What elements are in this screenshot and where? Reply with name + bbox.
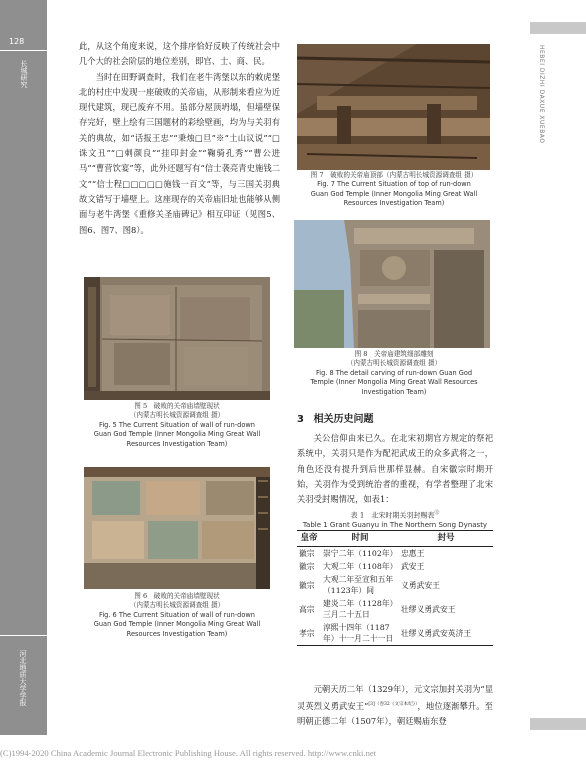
- figure-8-caption: [294, 350, 494, 397]
- mural-wall-image: [84, 277, 270, 400]
- paragraph: 此，从这个角度来说，这个排序恰好反映了传统社会中几个大的社会阶层的地位差别，即官、士、商、民。: [79, 41, 280, 67]
- figure-8-photo: [294, 220, 490, 348]
- table-cell: 义勇武安王: [401, 580, 440, 590]
- university-journal-label: 河北地质大学学报: [19, 650, 27, 706]
- right-footer-band: [530, 718, 586, 730]
- paragraph: 元朝天历二年（1329年），元文宗加封关羽为“显灵英烈义勇武安王”$^{[3](卷32《文宗本纪》)}$，地位逐渐攀升。至明朝正德二年（1507年），朝廷赐庙东登: [297, 684, 493, 727]
- caption-en: Resources Investigation Team): [126, 629, 228, 638]
- column-header: 时间: [351, 533, 369, 543]
- column-header: 皇帝: [300, 533, 318, 543]
- table-row: [297, 621, 493, 646]
- table-row: [297, 597, 493, 621]
- sidebar-divider: [0, 50, 47, 51]
- journal-sidebar: [0, 0, 47, 735]
- column-header: 封号: [437, 533, 455, 543]
- table-cell: 壮缪义勇武安王: [401, 604, 456, 614]
- left-column-text: [79, 39, 280, 238]
- caption-source: （内蒙古明长城资源调查组 摄）: [346, 359, 442, 368]
- figure-5-caption: [79, 402, 275, 449]
- caption-en: Guan God Temple (Inner Mongolia Ming Great Wall: [93, 620, 261, 629]
- running-title: HEBEI DIZHI DAXUE XUEBAO: [538, 45, 545, 144]
- figure-7-caption: [294, 171, 494, 209]
- table-row: [297, 560, 493, 573]
- caption-zh: 图 7 破败的关帝庙顶部（内蒙古明长城资源调查组 摄）: [310, 171, 478, 179]
- caption-en: Resources Investigation Team): [343, 199, 445, 208]
- table-cell: 建炎二年（1128年）三月二十五日: [323, 599, 394, 619]
- table-cell: 忠惠王: [401, 549, 425, 558]
- section-title: 相关历史问题: [313, 414, 374, 425]
- paragraph: 当时在田野调查时，我们在老牛湾堡以东的敕虎堡北的村庄中发现一座破败的关帝庙，从形制来看应为近现代建筑，现已废弃不用。虽部分屋顶坍塌，但墙壁保存完好，壁上绘有三国题材的彩绘壁画，均为与关羽有关的典故，如“话报王忠”“秉烛□旦”※“土山议说”“□诛文丑”“□刺颜良”“挂印封金”“鞠骑孔秀”“曹公进马”“曹营饮宴”等，此外还题写有“信士袭亮青史施钱二文”“信士程□□□□□施钱一百文”等，与三国关羽典故文错写于墙壁上。这座现存的关帝庙旧址也能够从侧面与老牛湾堡《重修关圣庙碑记》相互印证（见图5、图6、图7、图8）。: [79, 71, 280, 235]
- table-row: [297, 573, 493, 597]
- table-title-zh: 表 1 北宋时期关羽封赐表⑫: [350, 510, 440, 520]
- caption-zh: 图 6 破败的关帝庙墙壁现状: [134, 592, 220, 600]
- caption-zh: 图 8 关帝庙建筑细部雕刻: [354, 350, 434, 358]
- caption-source: （内蒙古明长城资源调查组 摄）: [129, 601, 225, 610]
- table-cell: 壮缪义勇武安英济王: [401, 628, 472, 638]
- closing-text: [297, 682, 493, 730]
- copyright-footer: (C)1994-2020 China Academic Journal Electronic Publishing House. All rights reserved. http://www.cnki.net: [0, 748, 377, 758]
- caption-en: Fig. 8 The detail carving of run-down Guan God: [315, 368, 473, 377]
- caption-en: Temple (Inner Mongolia Ming Great Wall Resources: [310, 378, 478, 387]
- section-3-text: [297, 431, 493, 507]
- caption-en: Fig. 5 The Current Situation of wall of run-down: [99, 420, 255, 429]
- table-cell: 大观二年（1108年）: [323, 562, 398, 571]
- figure-5-photo: [84, 277, 270, 400]
- table-cell: 徽宗: [299, 562, 315, 571]
- roof-beams-image: [297, 44, 490, 170]
- section-number: 3: [297, 414, 304, 425]
- carving-detail-image: [294, 220, 490, 348]
- caption-en: Fig. 6 The Current Situation of wall of run-down: [99, 610, 255, 619]
- table-row: [297, 547, 493, 561]
- mural-wall-image: [84, 467, 270, 589]
- table-cell: 淳熙十四年（1187年）十一月二十一日: [323, 623, 394, 643]
- caption-en: Guan God Temple (Inner Mongolia Ming Great Wall: [93, 430, 261, 439]
- table-cell: 武安王: [401, 562, 425, 571]
- caption-en: Guan God Temple (Inner Mongolia Ming Great Wall: [310, 189, 478, 198]
- table-cell: 大观二年至宣和五年（1123年）间: [323, 575, 394, 595]
- paragraph: 关公信仰由来已久。在北宋初期官方规定的祭祀系统中，关羽只是作为配祀武成王的众多武将之一，角色还没有提升到后世那样显赫。自宋徽宗时期开始，关羽作为受到统治者的重视，有学者整理了北宋关羽受封赐情况，如表1：: [297, 433, 493, 505]
- right-header-band: [530, 22, 586, 34]
- table-cell: 孝宗: [299, 628, 315, 638]
- grant-table: [297, 530, 493, 646]
- table-cell: 徽宗: [299, 580, 315, 590]
- table-1-title: [297, 509, 493, 530]
- caption-en: Investigation Team): [361, 387, 427, 396]
- figure-7-photo: [297, 44, 490, 170]
- journal-section-label: 长城研究: [20, 60, 28, 88]
- caption-zh: 图 5 破败的关帝庙墙壁现状: [134, 402, 220, 410]
- table-title-en: Table 1 Grant Guanyu in The Northern Song Dynasty: [302, 520, 488, 529]
- caption-source: （内蒙古明长城资源调查组 摄）: [129, 411, 225, 420]
- sidebar-divider: [0, 635, 47, 636]
- table-cell: 高宗: [299, 604, 315, 614]
- table-cell: 崇宁二年（1102年）: [323, 549, 398, 558]
- citation: [3]（卷32《文宗本纪》）: [368, 702, 418, 708]
- caption-en: Resources Investigation Team): [126, 439, 228, 448]
- caption-en: Fig. 7 The Current Situation of top of run-down: [317, 180, 471, 189]
- figure-6-photo: [84, 467, 270, 589]
- table-cell: 徽宗: [299, 549, 315, 558]
- page-number: 128: [9, 37, 25, 46]
- table-header-row: [297, 531, 493, 547]
- figure-6-caption: [79, 592, 275, 639]
- section-heading: [297, 410, 373, 425]
